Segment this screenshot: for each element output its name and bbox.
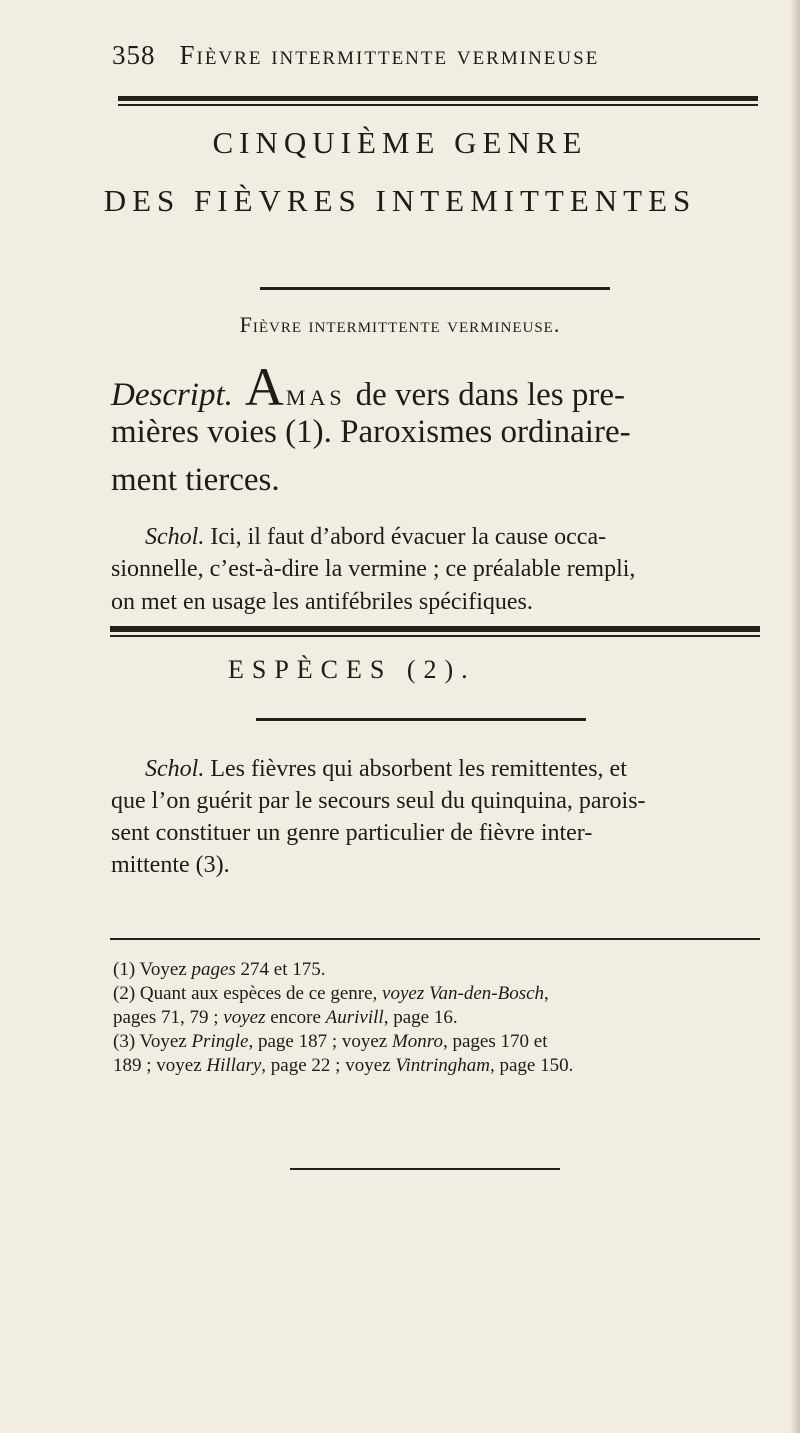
footnote-author: Aurivill: [325, 1007, 384, 1028]
footnote-author: Hillary: [206, 1055, 262, 1076]
genre-heading-line2: DES FIÈVRES INTEMITTENTES: [103, 183, 697, 218]
especes-divider: [256, 718, 586, 721]
footnote-author: Pringle: [191, 1031, 249, 1052]
section-divider: [260, 287, 610, 290]
footnote-3: [113, 1030, 547, 1054]
footnote-text: , page 187 ; voyez: [248, 1031, 392, 1052]
footnote-text: 274 et 175.: [235, 959, 326, 980]
footnote-text: (2) Quant aux espèces de ce genre,: [113, 983, 383, 1004]
amas-rest: MAS: [285, 385, 346, 410]
subheading: Fièvre intermittente vermineuse.: [239, 312, 561, 337]
scholium2-text-1: Les fièvres qui absorbent les remittentes, et: [210, 756, 627, 782]
header-rule-thin: [118, 104, 758, 106]
running-head: [112, 40, 599, 71]
footnote-italic: pages: [191, 959, 236, 980]
especes-heading: ESPÈCES (2).: [228, 655, 476, 684]
scholium2-line-1: [145, 753, 627, 785]
especes-rule-thin: [110, 635, 760, 637]
footnote-text: (3) Voyez: [113, 1031, 192, 1052]
scholium2-line-3: sent constituer un genre particulier de fièvre inter-: [111, 820, 593, 846]
header-rule-thick: [118, 96, 758, 101]
scholium2-line-4: mittente (3).: [111, 852, 230, 878]
scholium1-line-1: [145, 521, 606, 553]
description-line-3: ment tierces.: [111, 462, 280, 498]
scholium1-text-1: Ici, il faut d’abord évacuer la cause occa-: [210, 524, 607, 550]
drop-cap: A: [244, 357, 284, 417]
footnote-3-continued: [113, 1054, 573, 1078]
footnote-text: pages 71, 79 ;: [113, 1007, 224, 1028]
footnote-2-continued: [113, 1006, 458, 1030]
footnote-text: encore: [265, 1007, 326, 1028]
footnote-text: (1) Voyez: [113, 959, 192, 980]
description-text-1: de vers dans les pre-: [355, 377, 625, 413]
footnote-italic: voyez: [382, 983, 425, 1004]
footnote-italic: voyez: [223, 1007, 266, 1028]
footnote-author: Van-den-Bosch: [424, 983, 545, 1004]
genre-heading-line1: CINQUIÈME GENRE: [212, 125, 588, 160]
footnote-2: [113, 982, 549, 1006]
especes-rule-thick: [110, 626, 760, 632]
footnote-text: , page 16.: [383, 1007, 458, 1028]
footnote-1: [113, 958, 326, 982]
footnote-text: , pages 170 et: [443, 1031, 548, 1052]
footnote-text: , page 22 ; voyez: [261, 1055, 396, 1076]
footnote-text: 189 ; voyez: [113, 1055, 207, 1076]
scholium1-line-3: on met en usage les antifébriles spécifiques.: [111, 589, 533, 615]
scholium1-line-2: sionnelle, c’est-à-dire la vermine ; ce préalable rempli,: [111, 556, 636, 582]
description-label: Descript.: [111, 377, 233, 413]
description-line-2: mières voies (1). Paroxismes ordinaire-: [111, 414, 631, 450]
running-title: Fièvre intermittente vermineuse: [179, 40, 600, 70]
footnote-text: ,: [544, 983, 549, 1004]
footnote-rule: [110, 938, 760, 940]
scholium2-label: Schol.: [145, 756, 205, 782]
scholium2-line-2: que l’on guérit par le secours seul du quinquina, parois-: [111, 788, 646, 814]
footnote-author: Vintringham: [395, 1055, 490, 1076]
end-rule: [290, 1168, 560, 1170]
footnote-text: , page 150.: [489, 1055, 574, 1076]
scholium1-label: Schol.: [145, 524, 205, 550]
footnote-author: Monro: [391, 1031, 443, 1052]
page-number: 358: [112, 40, 156, 70]
